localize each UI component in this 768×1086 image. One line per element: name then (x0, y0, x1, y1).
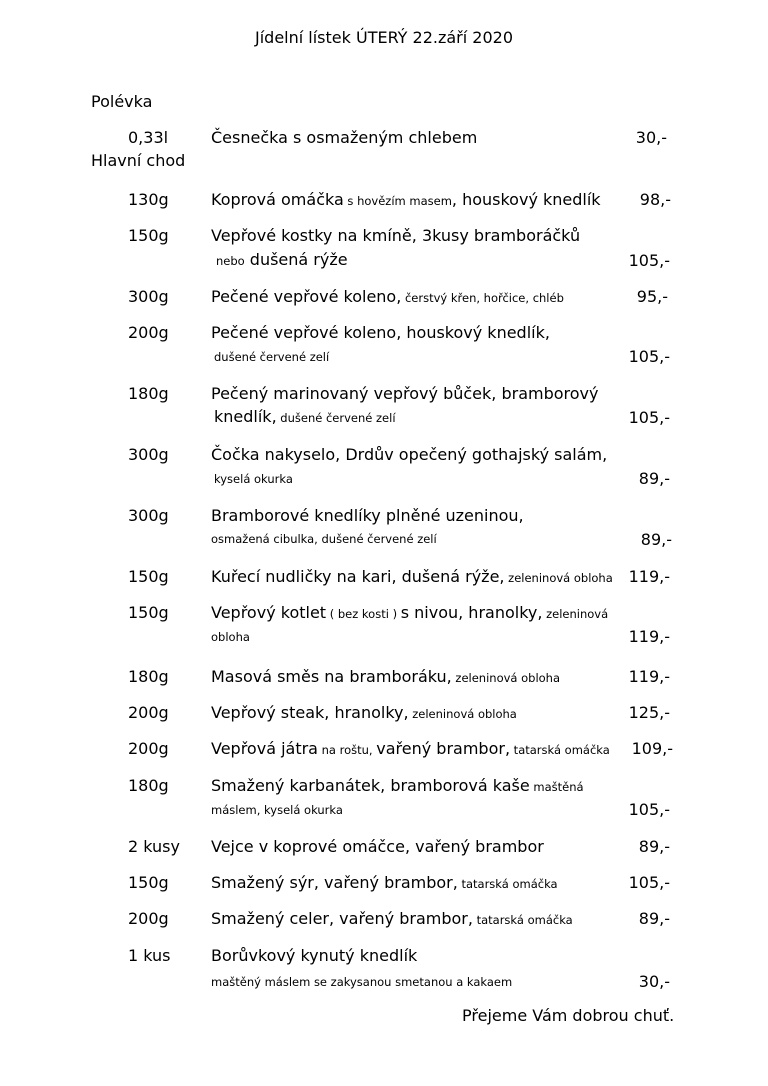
item-quantity: 180g (128, 667, 169, 686)
item-price: 119,- (628, 667, 670, 686)
item-name: Smažený karbanátek, bramborová kaše (211, 776, 530, 795)
item-quantity: 200g (128, 703, 169, 722)
item-price: 95,- (636, 287, 668, 306)
item-quantity: 180g (128, 776, 169, 795)
item-quantity: 300g (128, 287, 169, 306)
item-side-cont: obloha (211, 630, 250, 644)
item-description-line2 (214, 407, 396, 427)
item-name-cont: dušená rýže (244, 250, 348, 269)
item-description (211, 703, 517, 723)
item-price: 89,- (638, 837, 670, 856)
item-quantity: 130g (128, 190, 169, 209)
item-quantity: 150g (128, 873, 169, 892)
item-name-cont: s nivou, hranolky, (400, 603, 543, 622)
item-quantity: 180g (128, 384, 169, 403)
section-heading-main: Hlavní chod (91, 151, 186, 170)
item-price: 105,- (628, 251, 670, 270)
section-heading-soup: Polévka (91, 92, 153, 111)
item-name: Bramborové knedlíky plněné uzeninou, (211, 506, 524, 525)
item-name: Borůvkový kynutý knedlík (211, 946, 418, 965)
item-side: tatarská omáčka (510, 743, 610, 757)
item-description (211, 667, 560, 687)
item-price: 30,- (638, 972, 670, 991)
item-quantity: 200g (128, 739, 169, 758)
item-quantity: 200g (128, 909, 169, 928)
item-side: kyselá okurka (214, 472, 293, 486)
item-name: Smažený celer, vařený brambor, (211, 909, 473, 928)
item-side: zeleninová obloha (408, 707, 517, 721)
item-note: ( bez kosti ) (326, 607, 401, 621)
item-name: Masová směs na bramboráku, (211, 667, 452, 686)
item-side: maštěný máslem se zakysanou smetanou a kakaem (211, 975, 513, 989)
item-description (211, 567, 613, 587)
item-side: dušené červené zelí (214, 350, 330, 364)
item-name: Vepřový kotlet (211, 603, 327, 622)
item-name-cont: , houskový knedlík (451, 190, 601, 209)
item-note: na roštu, (317, 743, 377, 757)
item-name: Vejce v koprové omáčce, vařený brambor (211, 837, 544, 856)
item-side: zeleninová (542, 607, 609, 621)
item-side: s hovězím masem (343, 194, 452, 208)
item-price: 119,- (628, 627, 670, 646)
item-price: 89,- (638, 469, 670, 488)
item-price: 109,- (631, 739, 673, 758)
item-price: 105,- (628, 408, 670, 427)
item-name: Vepřová játra (211, 739, 318, 758)
item-name: Koprová omáčka (211, 190, 344, 209)
item-quantity: 2 kusy (128, 837, 180, 856)
item-quantity: 300g (128, 506, 169, 525)
item-name: Smažený sýr, vařený brambor, (211, 873, 458, 892)
item-quantity: 200g (128, 323, 169, 342)
item-name: Pečené vepřové koleno, houskový knedlík, (211, 323, 550, 342)
item-price: 125,- (628, 703, 670, 722)
item-price: 105,- (628, 873, 670, 892)
item-name-cont: knedlík, (214, 407, 277, 426)
item-name: Pečené vepřové koleno, (211, 287, 402, 306)
item-name-cont: vařený brambor, (376, 739, 511, 758)
item-side: zeleninová obloha (504, 571, 613, 585)
item-side-cont: máslem, kyselá okurka (211, 803, 343, 817)
closing-greeting: Přejeme Vám dobrou chuť. (462, 1006, 675, 1025)
item-quantity: 300g (128, 445, 169, 464)
item-quantity: 1 kus (128, 946, 171, 965)
item-quantity: 0,33l (128, 128, 169, 147)
item-price: 105,- (628, 347, 670, 366)
item-description (211, 873, 558, 893)
item-name: Vepřové kostky na kmíně, 3kusy bramboráčků (211, 226, 581, 245)
item-side: maštěná (529, 780, 584, 794)
item-name: Česnečka s osmaženým chlebem (211, 128, 478, 147)
item-side: tatarská omáčka (457, 877, 558, 891)
item-description (211, 739, 610, 759)
item-description (211, 776, 584, 796)
item-price: 30,- (635, 128, 667, 147)
item-description (211, 909, 573, 929)
item-description-line2 (216, 250, 348, 270)
item-side: dušené červené zelí (276, 411, 396, 425)
item-description (211, 287, 564, 307)
item-note: nebo (216, 254, 245, 268)
item-name: Pečený marinovaný vepřový bůček, bramborový (211, 384, 599, 403)
item-quantity: 150g (128, 603, 169, 622)
item-quantity: 150g (128, 226, 169, 245)
item-name: Čočka nakyselo, Drdův opečený gothajský salám, (211, 445, 608, 464)
item-price: 119,- (628, 567, 670, 586)
item-price: 98,- (639, 190, 671, 209)
item-price: 89,- (640, 530, 672, 549)
item-side: osmažená cibulka, dušené červené zelí (211, 532, 437, 546)
page-title: Jídelní lístek ÚTERÝ 22.září 2020 (255, 28, 513, 47)
item-side: tatarská omáčka (472, 913, 573, 927)
item-price: 89,- (638, 909, 670, 928)
item-name: Vepřový steak, hranolky, (211, 703, 409, 722)
item-side: zeleninová obloha (451, 671, 561, 685)
item-price: 105,- (628, 800, 670, 819)
item-side: čerstvý křen, hořčice, chléb (401, 291, 564, 305)
item-name: Kuřecí nudličky na kari, dušená rýže, (211, 567, 505, 586)
item-description (211, 603, 608, 623)
item-quantity: 150g (128, 567, 169, 586)
item-description (211, 190, 601, 210)
